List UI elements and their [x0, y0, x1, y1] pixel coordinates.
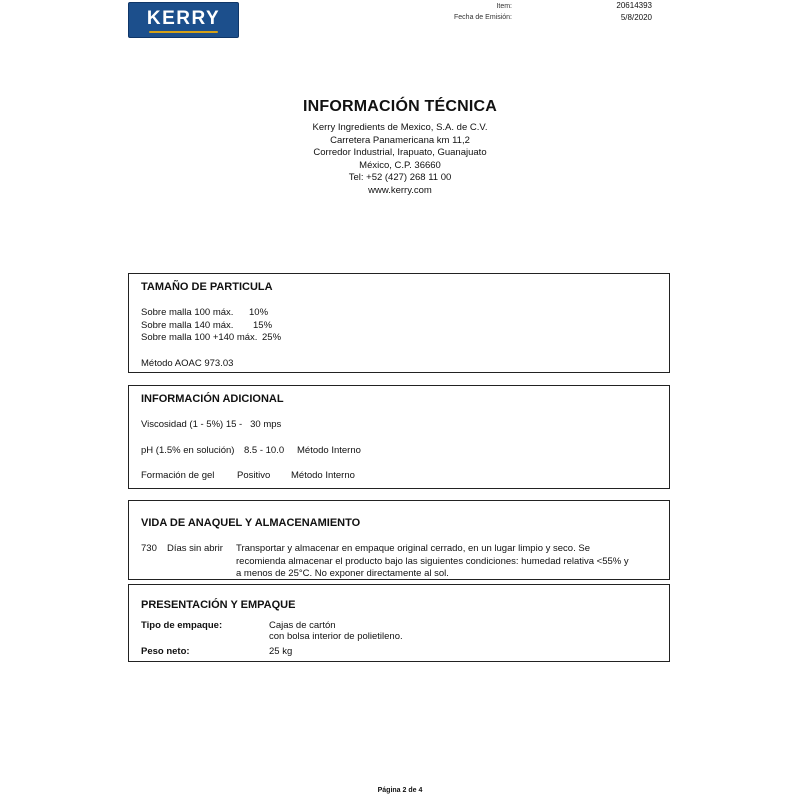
shelf-days-label: Días sin abrir — [167, 543, 223, 554]
package-type-label: Tipo de empaque: — [141, 620, 223, 631]
gel-method: Método Interno — [291, 470, 355, 481]
address-line: Kerry Ingredients de Mexico, S.A. de C.V. — [312, 122, 488, 133]
gel-row — [141, 470, 355, 481]
address-line: Carretera Panamericana km 11,2 — [330, 134, 470, 146]
shelf-days — [141, 543, 223, 554]
particle-row — [141, 307, 268, 318]
particle-row-label: Sobre malla 140 máx. — [141, 320, 234, 331]
address-line: Corredor Industrial, Irapuato, Guanajuato — [313, 147, 487, 158]
issue-date-label: Fecha de Emisión: — [454, 14, 512, 21]
shelf-days-value: 730 — [141, 543, 157, 554]
ph-label: pH (1.5% en solución) — [141, 445, 235, 456]
ph-value: 8.5 - 10.0 — [244, 445, 285, 456]
particle-row-label: Sobre malla 100 +140 máx. — [141, 332, 258, 343]
packaging-section — [128, 584, 670, 662]
section-title: TAMAÑO DE PARTICULA — [141, 281, 273, 293]
particle-row — [141, 332, 281, 343]
logo-text: KERRY — [147, 8, 220, 33]
address-line: México, C.P. 36660 — [359, 159, 441, 171]
particle-size-section — [128, 273, 670, 373]
particle-row-value: 10% — [249, 307, 269, 318]
storage-line: Transportar y almacenar en empaque original cerrado, en un lugar limpio y seco. Se — [236, 543, 590, 554]
ph-row — [141, 445, 361, 456]
additional-info-section — [128, 385, 670, 489]
kerry-logo — [128, 2, 239, 38]
particle-row — [141, 320, 272, 331]
address-phone: Tel: +52 (427) 268 11 00 — [348, 172, 452, 183]
issue-date-value: 5/8/2020 — [620, 13, 652, 22]
shelf-life-section — [128, 500, 670, 580]
section-title: INFORMACIÓN ADICIONAL — [141, 393, 284, 405]
particle-row-value: 15% — [253, 320, 273, 331]
section-title: VIDA DE ANAQUEL Y ALMACENAMIENTO — [141, 517, 361, 529]
package-type-value: Cajas de cartón — [269, 620, 336, 631]
net-weight-value: 25 kg — [269, 646, 293, 657]
storage-line: a menos de 25°C. No exponer directamente al sol. — [236, 568, 449, 579]
net-weight-label: Peso neto: — [141, 646, 190, 657]
address-website: www.kerry.com — [368, 184, 432, 196]
gel-label: Formación de gel — [141, 470, 215, 481]
package-type-detail: con bolsa interior de polietileno. — [269, 631, 403, 642]
section-title: PRESENTACIÓN Y EMPAQUE — [141, 599, 296, 611]
storage-line: recomienda almacenar el producto bajo las siguientes condiciones: humedad relativa <55% y — [236, 555, 629, 567]
item-value: 20614393 — [616, 1, 652, 10]
particle-method: Método AOAC 973.03 — [141, 358, 234, 369]
viscosity-value: 30 mps — [250, 419, 282, 430]
viscosity-row — [141, 419, 281, 430]
item-label: Item: — [496, 3, 512, 10]
company-address — [0, 122, 800, 197]
ph-method: Método Interno — [297, 445, 361, 456]
viscosity-label: Viscosidad (1 - 5%) 15 - — [141, 419, 243, 430]
page-title: INFORMACIÓN TÉCNICA — [302, 98, 497, 115]
particle-row-label: Sobre malla 100 máx. — [141, 307, 234, 318]
shelf-storage-text — [236, 543, 629, 581]
particle-row-value: 25% — [262, 332, 282, 343]
page-number: Página 2 de 4 — [377, 787, 423, 794]
gel-value: Positivo — [237, 470, 271, 481]
